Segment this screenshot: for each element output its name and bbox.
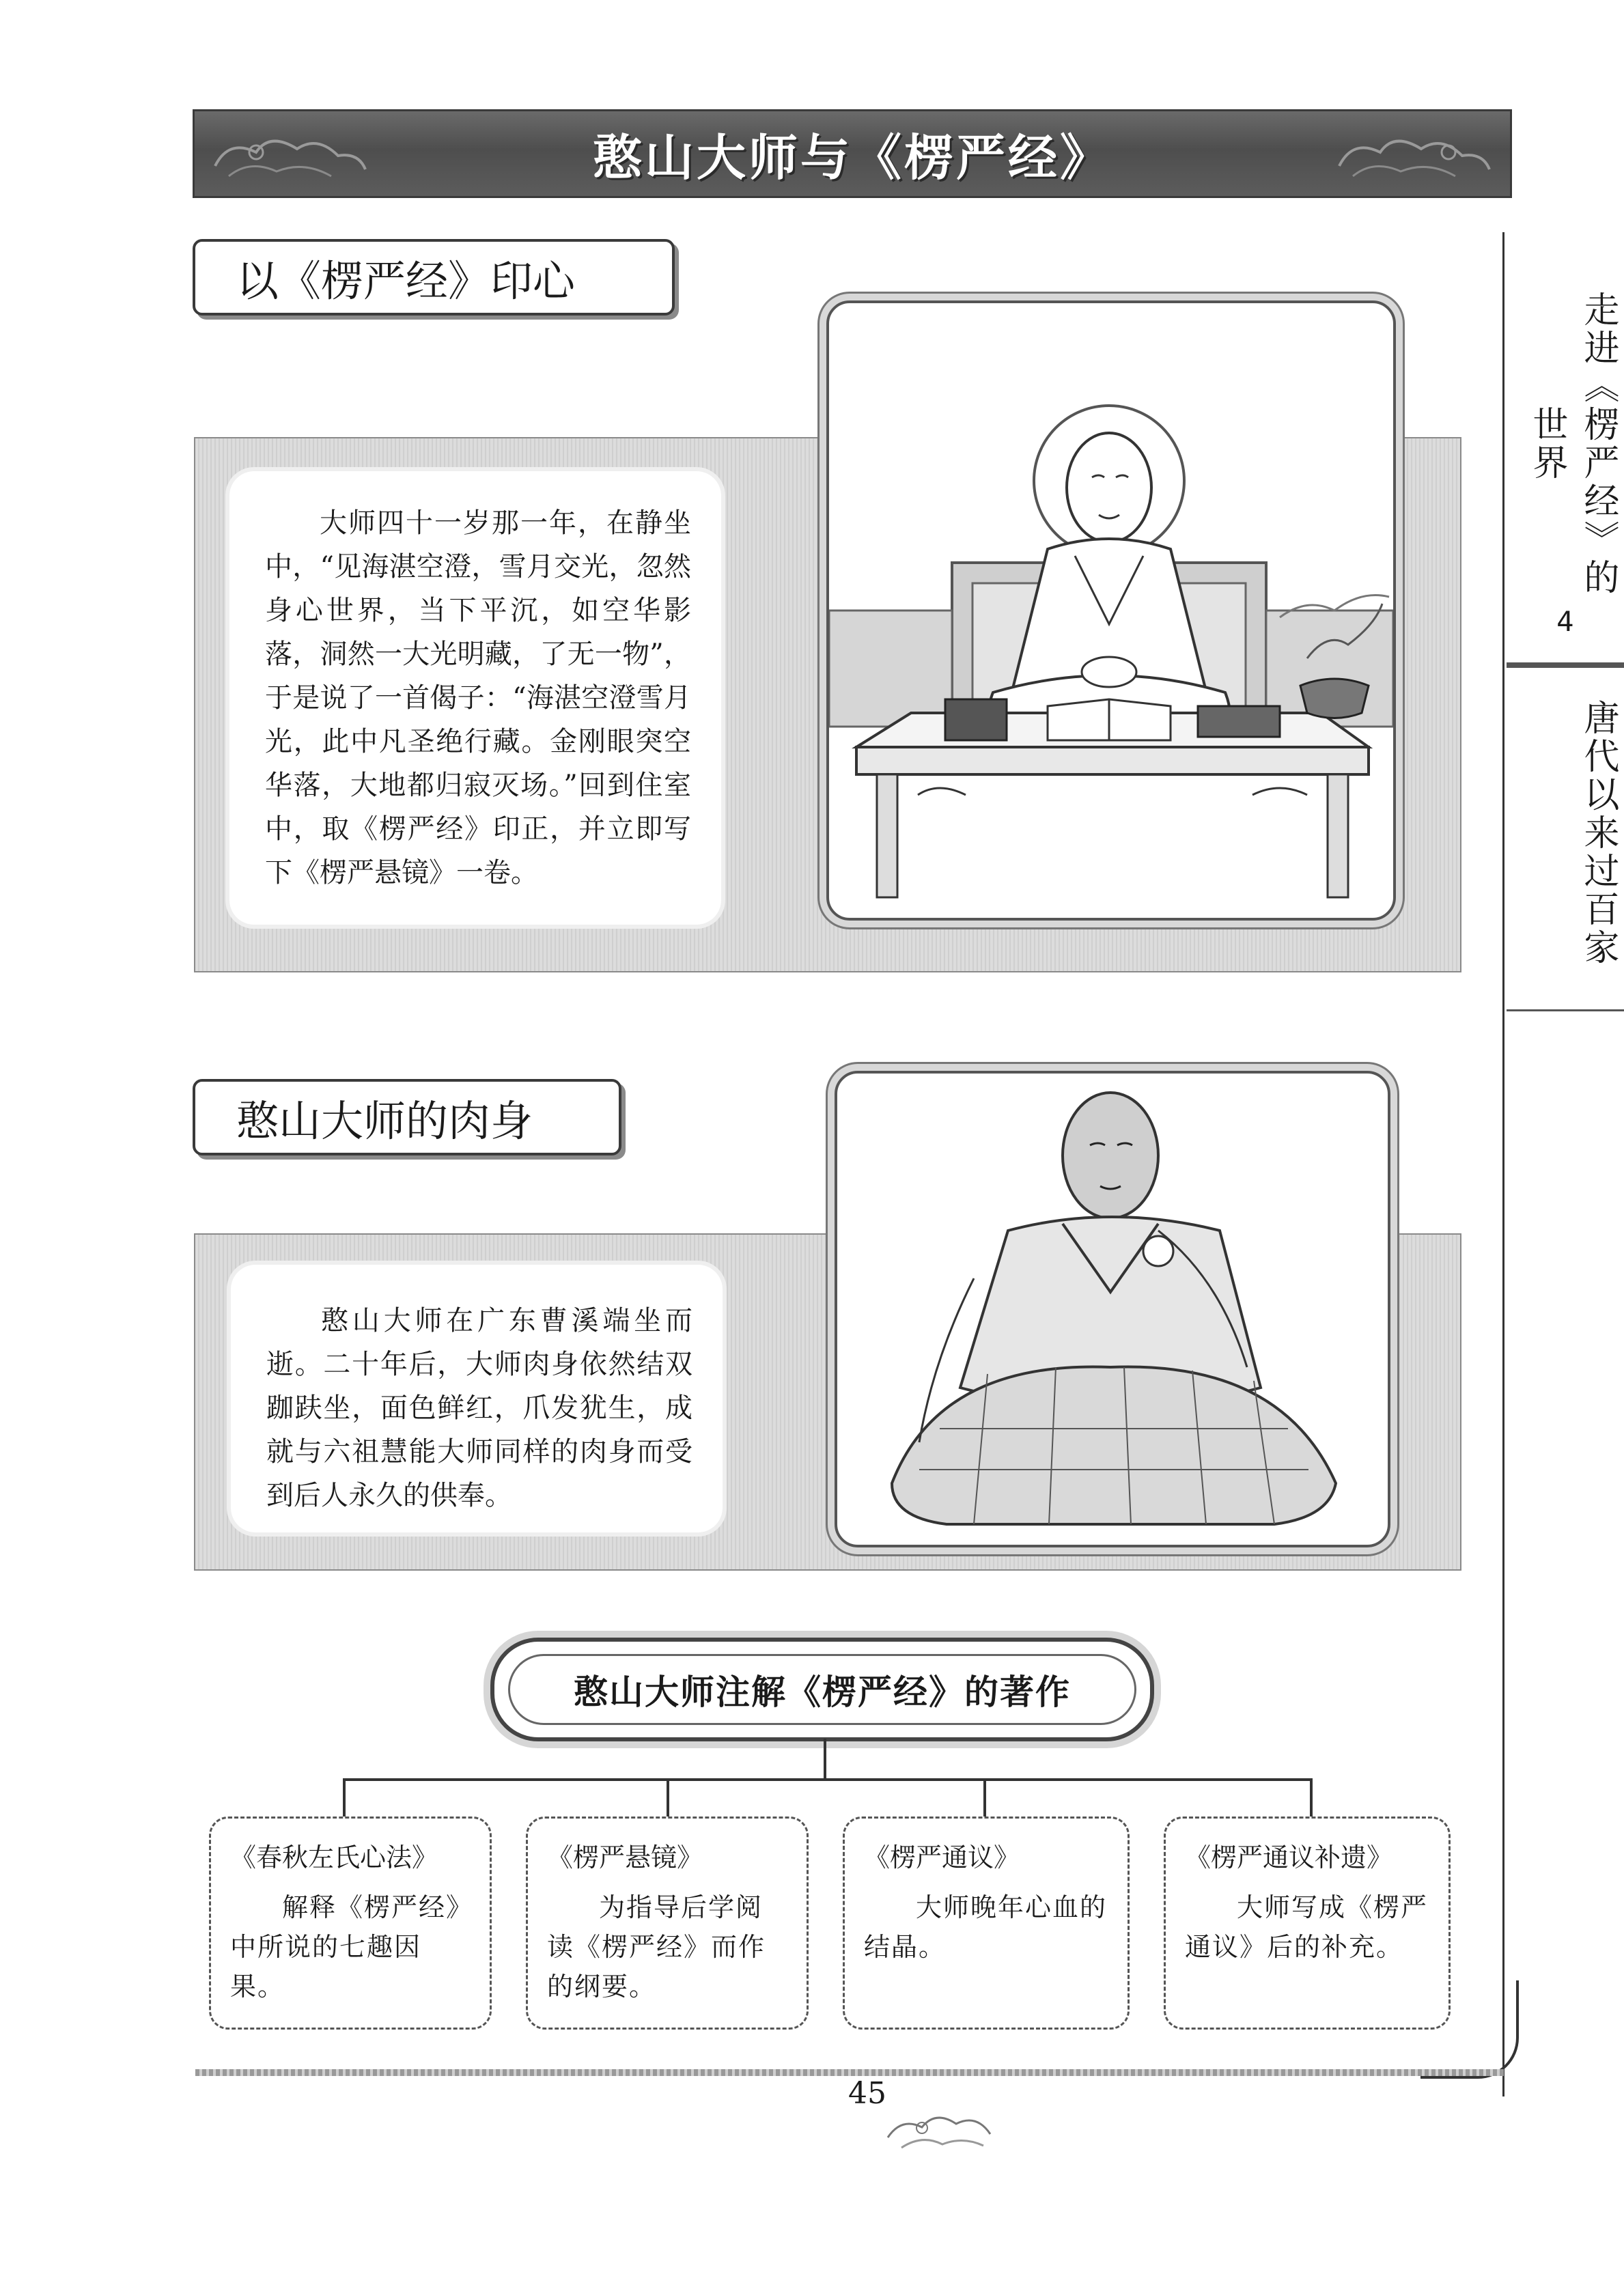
cloud-ornament-right-icon — [1326, 118, 1503, 186]
section-heading-label: 憨山大师的肉身 — [236, 1095, 533, 1146]
work-title: 《楞严悬镜》 — [547, 1842, 703, 1873]
side-rule — [1502, 232, 1504, 2096]
side-divider — [1507, 662, 1624, 668]
section-text-card-1 — [229, 471, 721, 925]
chapter-subtitle: 唐代以来过百家 — [1578, 699, 1619, 967]
tree-connector — [343, 1778, 346, 1817]
meditating-master-illustration — [829, 303, 1393, 918]
section-text-card-2 — [231, 1265, 723, 1532]
work-description: 为指导后学阅读《楞严经》而作的纲要。 — [547, 1892, 766, 2002]
work-title: 《楞严通议》 — [864, 1842, 1020, 1873]
illustration-frame-2 — [835, 1071, 1390, 1547]
work-title: 《楞严通议补遗》 — [1185, 1842, 1393, 1873]
work-title: 《春秋左氏心法》 — [230, 1842, 438, 1873]
work-card — [1164, 1817, 1451, 2030]
page-title: 憨山大师与《楞严经》 — [592, 129, 1112, 186]
work-description: 大师写成《楞严通议》后的补充。 — [1185, 1892, 1429, 1962]
tree-connector — [343, 1778, 1313, 1781]
footer-corner-arc — [1420, 1980, 1519, 2079]
illustration-frame-1 — [826, 300, 1396, 921]
work-card — [209, 1817, 492, 2030]
tree-connector — [1310, 1778, 1313, 1817]
preserved-body-illustration — [837, 1074, 1388, 1545]
section-body-text: 憨山大师在广东曹溪端坐而逝。二十年后，大师肉身依然结双跏趺坐，面色鲜红，爪发犹生，成就与六祖慧能大师同样的肉身而受到后人永久的供奉。 — [266, 1305, 692, 1511]
chapter-title: 走进《楞严经》的世界 — [1526, 291, 1619, 597]
works-title-box — [490, 1638, 1154, 1741]
works-title: 憨山大师注解《楞严经》的著作 — [508, 1654, 1136, 1725]
title-banner — [193, 109, 1512, 198]
page-number: 45 — [848, 2076, 886, 2111]
work-description: 大师晚年心血的结晶。 — [864, 1892, 1108, 1962]
tree-connector — [824, 1739, 826, 1780]
work-description: 解释《楞严经》中所说的七趣因果。 — [230, 1892, 461, 2002]
side-divider — [1507, 1009, 1624, 1011]
section-heading-1 — [193, 239, 675, 315]
chapter-number: 4 — [1556, 606, 1574, 638]
section-body-text: 大师四十一岁那一年，在静坐中，“见海湛空澄，雪月交光，忽然身心世界，当下平沉，如空华影落，洞然一大光明藏，了无一物”，于是说了一首偈子：“海湛空澄雪月光，此中凡圣绝行藏。金刚眼突空华落，大地都归寂灭场。”回到住室中，取《楞严经》印正，并立即写下《楞严悬镜》一卷。 — [265, 507, 691, 888]
tree-connector — [667, 1778, 669, 1817]
cloud-ornament-icon — [881, 2103, 997, 2158]
section-heading-2 — [193, 1079, 621, 1155]
chapter-side-tab — [1507, 232, 1624, 1011]
cloud-ornament-left-icon — [201, 118, 379, 186]
work-card — [843, 1817, 1130, 2030]
work-card — [526, 1817, 809, 2030]
tree-connector — [983, 1778, 986, 1817]
footer-rule — [195, 2069, 1504, 2076]
section-heading-label: 以《楞严经》印心 — [236, 255, 576, 306]
